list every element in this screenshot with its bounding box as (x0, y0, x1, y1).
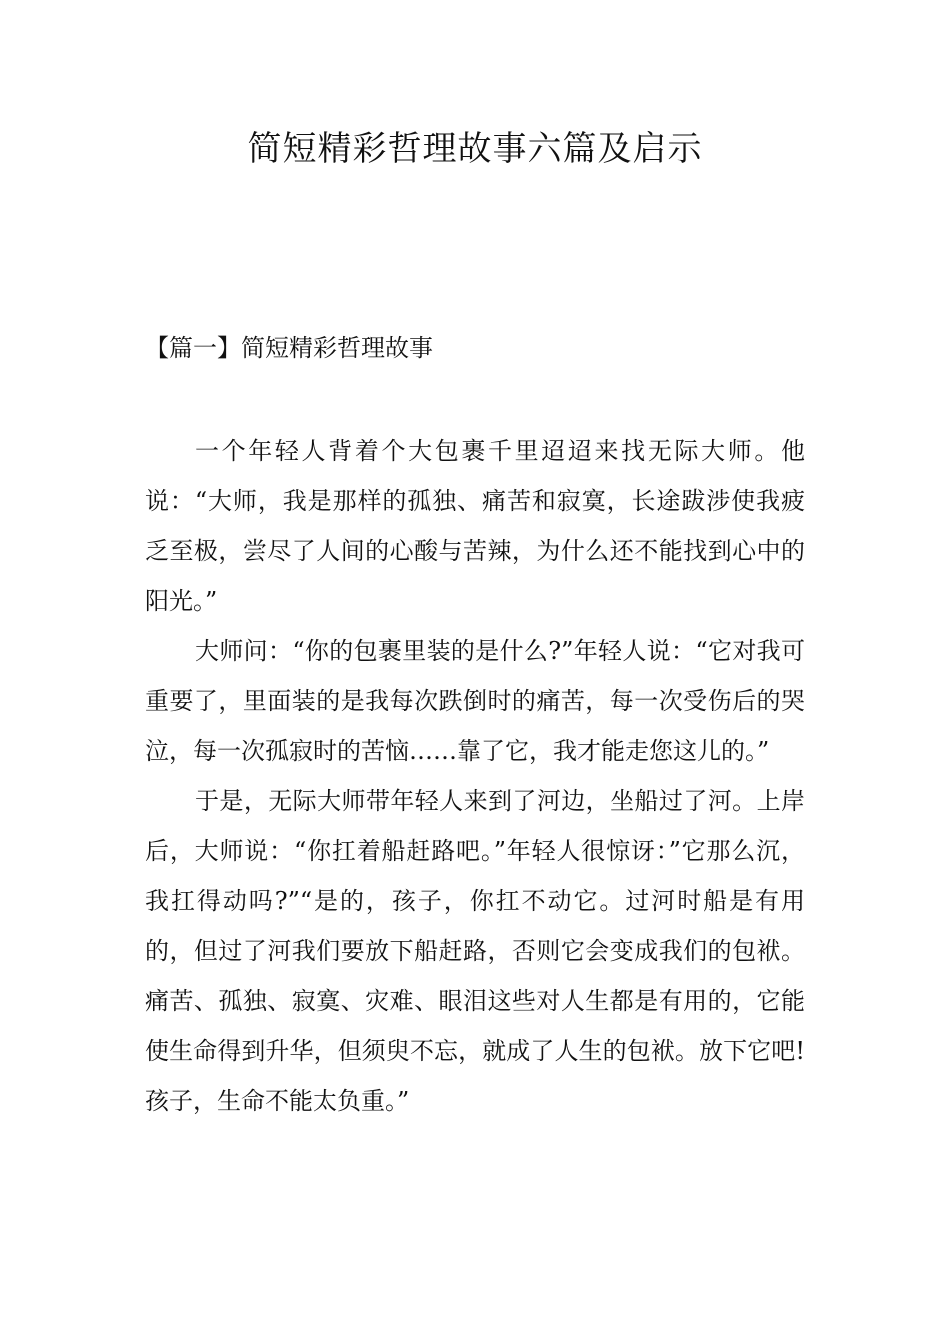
paragraph-3: 于是，无际大师带年轻人来到了河边，坐船过了河。上岸后，大师说：“你扛着船赶路吧。”年轻人很惊讶：”它那么沉，我扛得动吗?”“是的，孩子，你扛不动它。过河时船是有用的，但过了河我们要放下船赶路，否则它会变成我们的包袱。痛苦、孤独、寂寞、灾难、眼泪这些对人生都是有用的，它能使生命得到升华，但须臾不忘，就成了人生的包袱。放下它吧!孩子，生命不能太负重。” (145, 787, 805, 1115)
story-body (145, 426, 805, 1126)
section-heading: 【篇一】简短精彩哲理故事 (145, 334, 433, 362)
paragraph-1: 一个年轻人背着个大包裹千里迢迢来找无际大师。他说：“大师，我是那样的孤独、痛苦和寂寞，长途跋涉使我疲乏至极，尝尽了人间的心酸与苦辣，为什么还不能找到心中的阳光。” (145, 437, 805, 615)
document-title: 简短精彩哲理故事六篇及启示 (247, 129, 703, 169)
paragraph-2: 大师问：“你的包裹里装的是什么?”年轻人说：“它对我可重要了，里面装的是我每次跌倒时的痛苦，每一次受伤后的哭泣，每一次孤寂时的苦恼……靠了它，我才能走您这儿的。” (145, 637, 805, 765)
